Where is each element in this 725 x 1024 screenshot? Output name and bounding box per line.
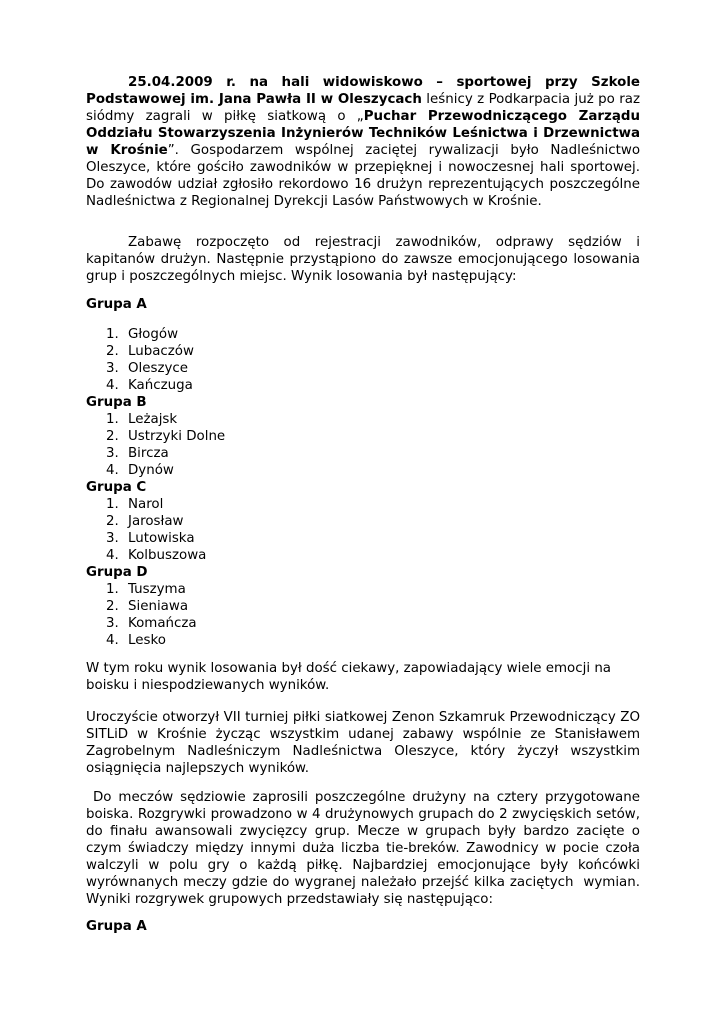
list-item: 1. Leżajsk bbox=[106, 412, 178, 427]
draw-comment-paragraph: W tym roku wynik losowania był dość ciekawy, zapowiadający wiele emocji na boisku i niespodziewanych wyników. bbox=[86, 661, 612, 693]
list-item: 1. Tuszyma bbox=[106, 582, 186, 597]
group-a-heading: Grupa A bbox=[86, 297, 147, 312]
group-a-list bbox=[106, 326, 406, 394]
intro-text-2: ”. Gospodarzem wspólnej zaciętej rywalizacji było Nadleśnictwo Oleszyce, które gościło zawodników w przepięknej i nowoczesnej hali sportowej. Do zawodów udział zgłosiło rekordowo 16 drużyn reprezentujących poszczególne Nadleśnictwa z Regionalnej Dyrekcji Lasów Państwowych w Krośnie. bbox=[86, 143, 641, 209]
group-b-list bbox=[106, 411, 406, 479]
list-item: 3. Oleszyce bbox=[106, 361, 189, 376]
list-item: 4. Lesko bbox=[106, 633, 166, 648]
list-item: 3. Bircza bbox=[106, 446, 169, 461]
list-item: 2. Ustrzyki Dolne bbox=[106, 429, 226, 444]
list-item: 4. Kolbuszowa bbox=[106, 548, 207, 563]
group-c-heading: Grupa C bbox=[86, 480, 147, 495]
intro-text-1: leśnicy z Podkarpacia już po raz siódmy zagrali w piłkę siatkową o „ bbox=[86, 92, 640, 124]
list-item: 1. Głogów bbox=[106, 327, 179, 342]
group-d-heading: Grupa D bbox=[86, 565, 148, 580]
list-item: 4. Dynów bbox=[106, 463, 174, 478]
list-item: 3. Komańcza bbox=[106, 616, 197, 631]
group-d-list bbox=[106, 581, 406, 649]
results-group-a-heading: Grupa A bbox=[86, 919, 147, 934]
opening-paragraph: Uroczyście otworzył VII turniej piłki siatkowej Zenon Szkamruk Przewodniczący ZO SITLiD w Krośnie życząc wszystkim udanej zabawy wspólnie ze Stanisławem Zagrobelnym Nadleśniczym Nadleśnictwa Oleszyce, który życzył wszystkim osiągnięcia najlepszych wyników. bbox=[86, 710, 640, 776]
group-c-list bbox=[106, 496, 406, 564]
list-item: 2. Jarosław bbox=[106, 514, 184, 529]
group-b-heading: Grupa B bbox=[86, 395, 147, 410]
list-item: 3. Lutowiska bbox=[106, 531, 195, 546]
list-item: 2. Sieniawa bbox=[106, 599, 189, 614]
matches-paragraph: Do meczów sędziowie zaprosili poszczególne drużyny na cztery przygotowane boiska. Rozgrywki prowadzono w 4 drużynowych grupach do 2 zwycięskich setów, do finału awansowali zwycięzcy grup. Mecze w grupach były bardzo zacięte o czym świadczy między innymi duża liczba tie-breków. Zawodnicy w pocie czoła walczyli w polu gry o każdą piłkę. Najbardziej emocjonujące były końcówki wyrównanych meczy gdzie do wygranej należało przejść kilka zaciętych wymian. Wyniki rozgrywek grupowych przedstawiały się następująco: bbox=[86, 790, 649, 907]
intro-date-location: 25.04.2009 r. na hali widowiskowo – sportowej przy Szkole Podstawowej im. Jana Pawła II w Oleszycach bbox=[86, 75, 640, 107]
list-item: 1. Narol bbox=[106, 497, 164, 512]
list-item: 2. Lubaczów bbox=[106, 344, 194, 359]
intro-paragraph bbox=[86, 74, 640, 210]
cup-name: Puchar Przewodniczącego Zarządu Oddziału Stowarzyszenia Inżynierów Techników Leśnictwa i Drzewnictwa w Krośnie bbox=[86, 109, 640, 158]
list-item: 4. Kańczuga bbox=[106, 378, 193, 393]
registration-paragraph: Zabawę rozpoczęto od rejestracji zawodników, odprawy sędziów i kapitanów drużyn. Następnie przystąpiono do zawsze emocjonującego losowania grup i poszczególnych miejsc. Wynik losowania był następujący: bbox=[86, 235, 640, 284]
